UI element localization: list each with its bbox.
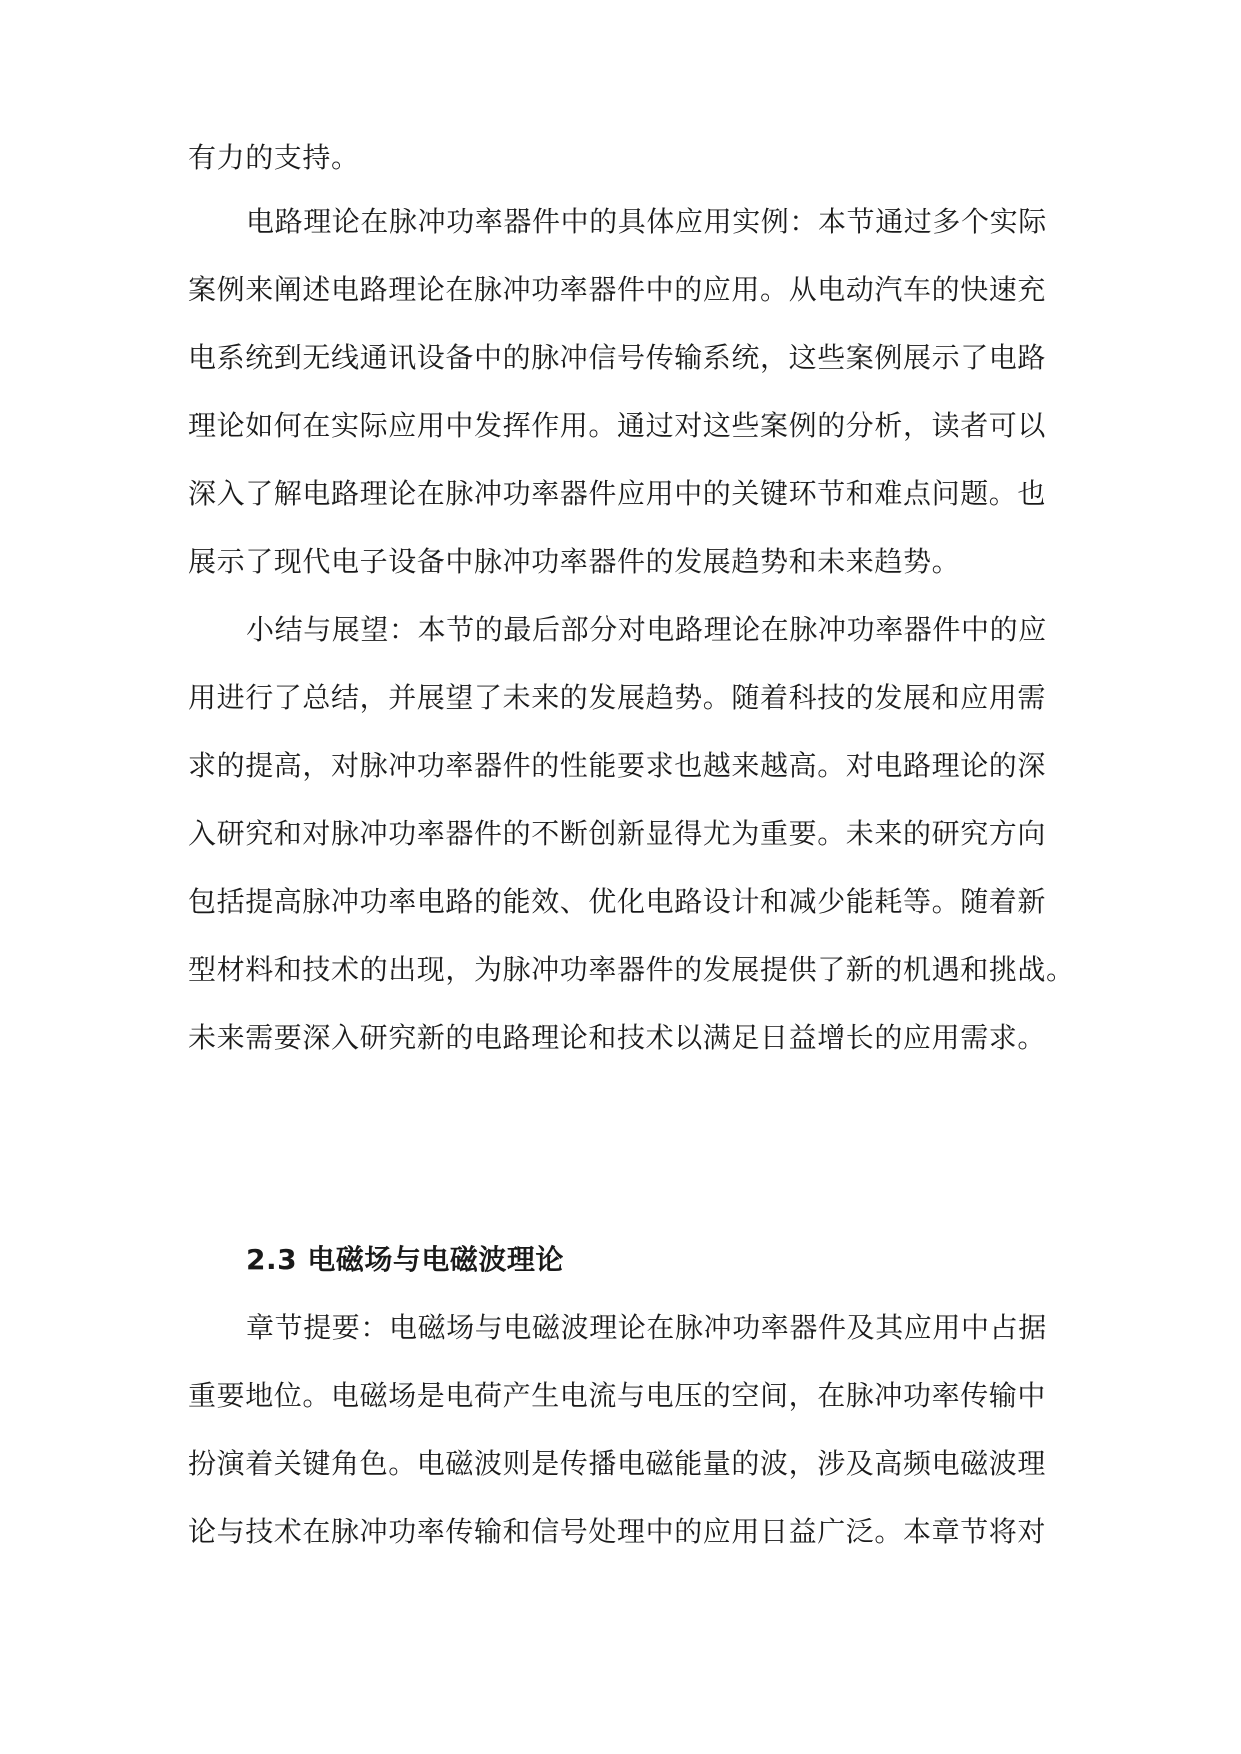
text-line: 包括提高脉冲功率电路的能效、优化电路设计和减少能耗等。随着新: [188, 885, 1047, 918]
text-line: 章节提要：电磁场与电磁波理论在脉冲功率器件及其应用中占据: [246, 1311, 1047, 1344]
text-line: 用进行了总结，并展望了未来的发展趋势。随着科技的发展和应用需: [188, 681, 1047, 714]
text-line: 论与技术在脉冲功率传输和信号处理中的应用日益广泛。本章节将对: [188, 1515, 1047, 1548]
text-line: 型材料和技术的出现，为脉冲功率器件的发展提供了新的机遇和挑战。: [188, 953, 1075, 986]
section-heading: 2.3 电磁场与电磁波理论: [246, 1243, 564, 1276]
text-line: 理论如何在实际应用中发挥作用。通过对这些案例的分析，读者可以: [188, 409, 1047, 442]
text-line: 未来需要深入研究新的电路理论和技术以满足日益增长的应用需求。: [188, 1021, 1047, 1054]
text-line: 深入了解电路理论在脉冲功率器件应用中的关键环节和难点问题。也: [188, 477, 1047, 510]
text-line: 案例来阐述电路理论在脉冲功率器件中的应用。从电动汽车的快速充: [188, 273, 1047, 306]
text-line: 求的提高，对脉冲功率器件的性能要求也越来越高。对电路理论的深: [188, 749, 1047, 782]
text-line: 入研究和对脉冲功率器件的不断创新显得尤为重要。未来的研究方向: [188, 817, 1047, 850]
text-line: 小结与展望：本节的最后部分对电路理论在脉冲功率器件中的应: [246, 613, 1047, 646]
text-line: 重要地位。电磁场是电荷产生电流与电压的空间，在脉冲功率传输中: [188, 1379, 1047, 1412]
text-line: 有力的支持。: [188, 141, 360, 174]
text-line: 展示了现代电子设备中脉冲功率器件的发展趋势和未来趋势。: [188, 545, 961, 578]
text-line: 扮演着关键角色。电磁波则是传播电磁能量的波，涉及高频电磁波理: [188, 1447, 1047, 1480]
text-line: 电路理论在脉冲功率器件中的具体应用实例：本节通过多个实际: [246, 205, 1047, 238]
text-line: 电系统到无线通讯设备中的脉冲信号传输系统，这些案例展示了电路: [188, 341, 1047, 374]
